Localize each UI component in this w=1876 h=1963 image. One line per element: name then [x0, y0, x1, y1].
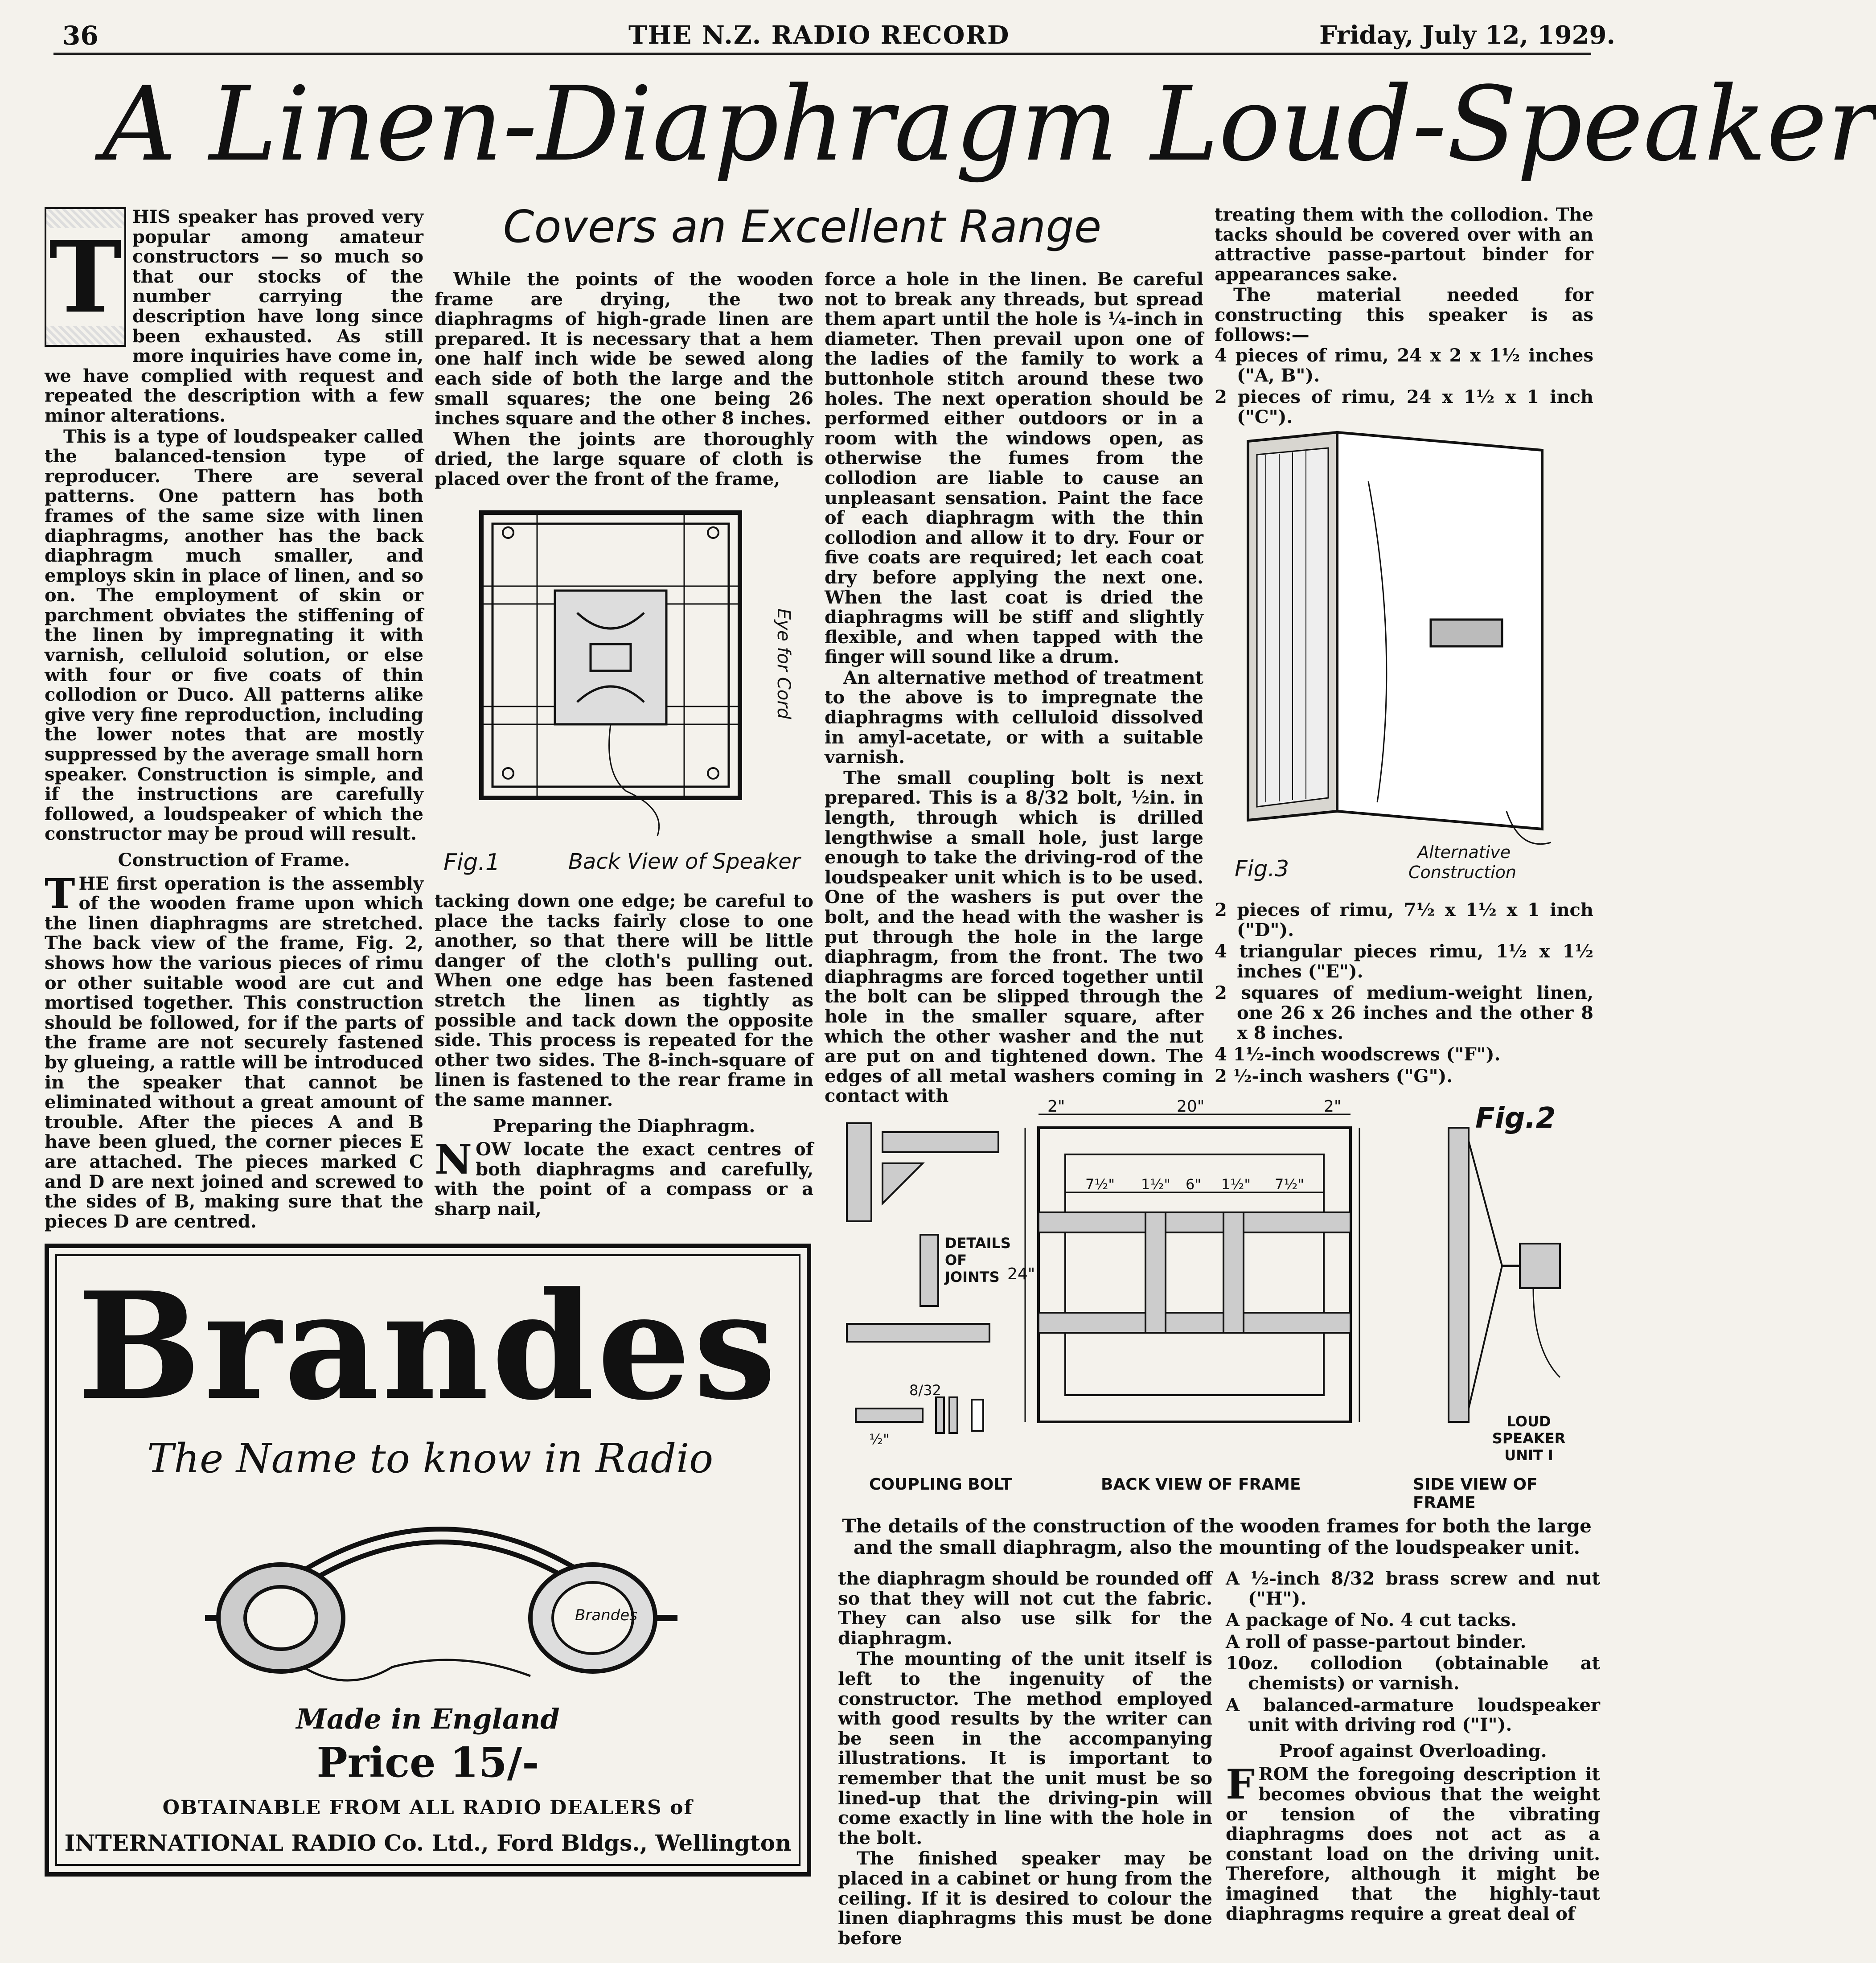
list-item: 10oz. collodion (obtainable at chemists) or varnish.: [1226, 1653, 1600, 1694]
fig2-caption: The details of the construction of the wooden frames for both the large and the small diaphragm, also the mounting of the loudspeaker unit.: [842, 1515, 1592, 1558]
column-2-lower: [435, 891, 813, 1220]
list-item: 2 pieces of rimu, 7½ x 1½ x 1 inch ("D").: [1215, 899, 1593, 940]
fig2-bolt-size: 8/32: [909, 1382, 941, 1399]
list-item: 4 triangular pieces rimu, 1½ x 1½ inches ("E").: [1215, 941, 1593, 982]
headphones-illustration: [192, 1498, 691, 1694]
fig1-caption: Back View of Speaker: [568, 849, 800, 874]
fig2-label: Fig.2: [1475, 1102, 1556, 1135]
subhead-preparing: Preparing the Diaphragm.: [493, 1115, 755, 1137]
ad-brand: Brandes: [77, 1260, 779, 1433]
column-3: [825, 270, 1203, 1107]
fig3-label: Fig.3: [1235, 856, 1289, 882]
col1-paragraph-2: This is a type of loudspeaker called the balanced-tension type of reproducer. There are several patterns. One pattern has both frames of the same size with linen diaphragms, another has the back diaphragm much smaller, and employs skin in place of linen, and so on. The employment of skin or parchment obviates the stiffening of the linen by impregnating it with varnish, celluloid solution, or else with four or five coats of thin collodion or Duco. All patterns alike give very fine reproduction, including the lower notes that are mostly suppressed by the average small horn speaker. Construction is simple, and if the instructions are carefully followed, a loudspeaker of which the constructor may be proud will result.: [45, 426, 423, 845]
figure-3-drawing: [1230, 428, 1587, 883]
col2-paragraph-2: When the joints are thoroughly dried, the large square of cloth is placed over the front of the frame,: [435, 428, 813, 489]
fig2-dim-2a: 2": [1047, 1097, 1065, 1116]
list-item: 4 pieces of rimu, 24 x 2 x 1½ inches ("A, B").: [1215, 345, 1593, 386]
ad-tagline: The Name to know in Radio: [147, 1435, 714, 1482]
materials-list-a: [1215, 346, 1593, 427]
fig2-unit-label: LOUD SPEAKER UNIT I: [1492, 1413, 1566, 1464]
fig2-dim-24: 24": [1007, 1265, 1035, 1283]
bottom-col3-paragraph-1: the diaphragm should be rounded off so that they will not cut the fabric. They can also use silk for the diaphragm.: [838, 1568, 1212, 1649]
col3-paragraph-3: The small coupling bolt is next prepared. This is a 8/32 bolt, ½in. in length, through which is drilled lengthwise a small hole, just large enough to take the driving-rod of the loudspeaker unit which is to be used. One of the washers is put over the bolt, and the head with the washer is put through the hole in the large diaphragm, from the front. The two diaphragms are forced together until the bolt can be slipped through the hole in the smaller square, after which the other washer and the nut are put on and tightened down. The edges of all metal washers coming in contact with: [825, 767, 1203, 1107]
fig2-coupling-bolt: COUPLING BOLT: [869, 1475, 1012, 1494]
ad-obtainable: OBTAINABLE FROM ALL RADIO DEALERS of: [162, 1796, 694, 1819]
fig1-label: Fig.1: [443, 849, 500, 876]
column-2: [435, 270, 813, 490]
col4-paragraph-2: The material needed for constructing this speaker is as follows:—: [1215, 284, 1593, 345]
fig3-caption-2: Construction: [1408, 862, 1516, 882]
ad-company: INTERNATIONAL RADIO Co. Ltd., Ford Bldgs., Wellington: [64, 1830, 792, 1856]
materials-list-c: [1226, 1569, 1600, 1735]
fig2-side-view: SIDE VIEW OF FRAME: [1413, 1475, 1538, 1512]
list-item: A package of No. 4 cut tacks.: [1226, 1610, 1517, 1631]
list-item: 2 pieces of rimu, 24 x 1½ x 1 inch ("C").: [1215, 386, 1593, 427]
list-item: 2 squares of medium-weight linen, one 26 x 26 inches and the other 8 x 8 inches.: [1215, 982, 1593, 1043]
fig2-details-of-joints: DETAILS OF JOINTS: [945, 1235, 1011, 1285]
subhead-construction: Construction of Frame.: [118, 850, 350, 871]
col1-paragraph-1: HIS speaker has proved very popular among amateur constructors — so much so that our stocks of the number carrying the description have long since been exhausted. As still more inquiries have come in, we have complied with request and repeated the description with a few minor alterations.: [45, 206, 423, 426]
col2-paragraph-4-text: OW locate the exact centres of both diaphragms and carefully, with the point of a compass or a sharp nail,: [435, 1139, 813, 1220]
subheadline: Covers an Excellent Range: [503, 201, 1102, 253]
col2-paragraph-3: tacking down one edge; be careful to place the tacks fairly close to one another, so that there will be little danger of the cloth's pulling out. When one edge has been fastened stretch the linen as tightly as possible and tack down the opposite side. This process is repeated for the other two sides. The 8-inch-square of linen is fastened to the rear frame in the same manner.: [435, 891, 813, 1110]
col3-paragraph-2: An alternative method of treatment to the above is to impregnate the diaphragms with celluloid dissolved in amyl-acetate, or with a suitable varnish.: [825, 667, 1203, 768]
fig2-dim-1a: 1½": [1141, 1176, 1171, 1193]
masthead-rule: [53, 53, 1591, 55]
fig1-side-label: Eye for Cord: [773, 608, 794, 719]
subhead-overloading: Proof against Overloading.: [1279, 1740, 1547, 1762]
fig2-dim-6: 6": [1186, 1176, 1202, 1193]
bottom-col3-paragraph-2: The mounting of the unit itself is left to the ingenuity of the constructor. The method employed with good results by the writer can be seen in the accompanying illustrations. It is important to remember that the unit must be so lined-up that the driving-pin will come exactly in line with the hole in the bolt.: [838, 1648, 1212, 1848]
headline: A Linen-Diaphragm Loud-Speaker: [103, 65, 1876, 184]
figure-1-drawing: [435, 497, 813, 889]
ad-made-in: Made in England: [296, 1703, 560, 1735]
column-4: [1215, 205, 1593, 429]
bottom-column-4: [1226, 1569, 1600, 1925]
col2-paragraph-1: While the points of the wooden frame are drying, the two diaphragms of high-grade linen are prepared. It is necessary that a hem one half inch wide be sewed along each side of both the large and the small squares; the one being 26 inches square and the other 8 inches.: [435, 269, 813, 429]
bottom-col3-paragraph-3: The finished speaker may be placed in a cabinet or hung from the ceiling. If it is desired to colour the linen diaphragms this must be done before: [838, 1848, 1212, 1949]
brandes-advertisement: [45, 1244, 811, 1877]
issue-date: Friday, July 12, 1929.: [1319, 21, 1615, 50]
fig2-back-view: BACK VIEW OF FRAME: [1101, 1475, 1301, 1494]
col1-paragraph-3: [45, 869, 423, 1232]
fig2-dim-2b: 2": [1324, 1097, 1342, 1116]
col1-paragraph-3-text: HE first operation is the assembly of the wooden frame upon which the linen diaphragms are stretched. The back view of the frame, Fig. 2, shows how the various pieces of rimu or other suitable wood are cut and mortised together. This construction should be followed, for if the parts of the frame are not securely fastened by glueing, a rattle will be introduced in the speaker that cannot be eliminated without a great amount of trouble. After the pieces A and B have been glued, the corner pieces E are attached. The pieces marked C and D are next joined and screwed to the sides of B, making sure that the pieces D are centred.: [45, 873, 423, 1232]
col4-paragraph-1: treating them with the collodion. The tacks should be covered over with an attractive passe-partout binder for appearances sake.: [1215, 204, 1593, 285]
ornament-initial: [45, 207, 126, 347]
bottom-column-3: [838, 1569, 1212, 1949]
fig2-dim-1b: 1½": [1221, 1176, 1251, 1193]
fig2-bolt-length: ½": [869, 1431, 890, 1448]
ad-price: Price 15/-: [316, 1738, 539, 1786]
list-item: A ½-inch 8/32 brass screw and nut ("H").: [1226, 1568, 1600, 1609]
materials-list-b: [1215, 900, 1593, 1086]
page-number: 36: [62, 21, 99, 51]
list-item: A roll of passe-partout binder.: [1226, 1631, 1527, 1652]
drop-cap-n: N: [435, 1135, 472, 1184]
drop-cap-3: T: [45, 869, 75, 918]
drop-cap: T: [46, 228, 125, 326]
fig2-dim-7a: 7½": [1085, 1176, 1115, 1193]
bottom-col4-paragraph-1-text: ROM the foregoing description it becomes obvious that the weight or tension of the vibrating diaphragms does not act as a constant load on the driving unit. Therefore, although it might be imagined that the highly-taut diaphragms require a great deal of: [1226, 1764, 1600, 1924]
list-item: 2 ½-inch washers ("G").: [1215, 1065, 1453, 1087]
column-4-lower: [1215, 900, 1593, 1088]
fig3-caption-1: Alternative: [1417, 842, 1511, 862]
fig2-dim-20: 20": [1177, 1097, 1205, 1116]
bottom-col4-paragraph-1: [1226, 1760, 1600, 1924]
fig2-dim-7b: 7½": [1275, 1176, 1305, 1193]
col2-paragraph-4: [435, 1135, 813, 1220]
figure-3: [1230, 428, 1587, 883]
headphone-brand: Brandes: [575, 1606, 637, 1624]
paper-name: THE N.Z. RADIO RECORD: [628, 21, 1010, 50]
figure-1: [435, 497, 813, 889]
col3-paragraph-1: force a hole in the linen. Be careful not to break any threads, but spread them apart until the hole is ¼-inch in diameter. Then prevail upon one of the ladies of the family to work a buttonhole stitch around these two holes. The next operation should be performed either outdoors or in a room with the windows open, as otherwise the fumes from the collodion are liable to cause an unpleasant sensation. Paint the face of each diaphragm with the thin collodion and allow it to dry. Four or five coats are required; let each coat dry before applying the next one. When the last coat is dried the diaphragms will be stiff and slightly flexible, and when tapped with the finger will sound like a drum.: [825, 269, 1203, 668]
drop-cap-f: F: [1226, 1760, 1255, 1809]
list-item: 4 1½-inch woodscrews ("F").: [1215, 1044, 1501, 1065]
column-1: [45, 207, 423, 1232]
list-item: A balanced-armature loudspeaker unit with driving rod ("I").: [1226, 1694, 1600, 1736]
figure-2: [838, 1097, 1596, 1512]
